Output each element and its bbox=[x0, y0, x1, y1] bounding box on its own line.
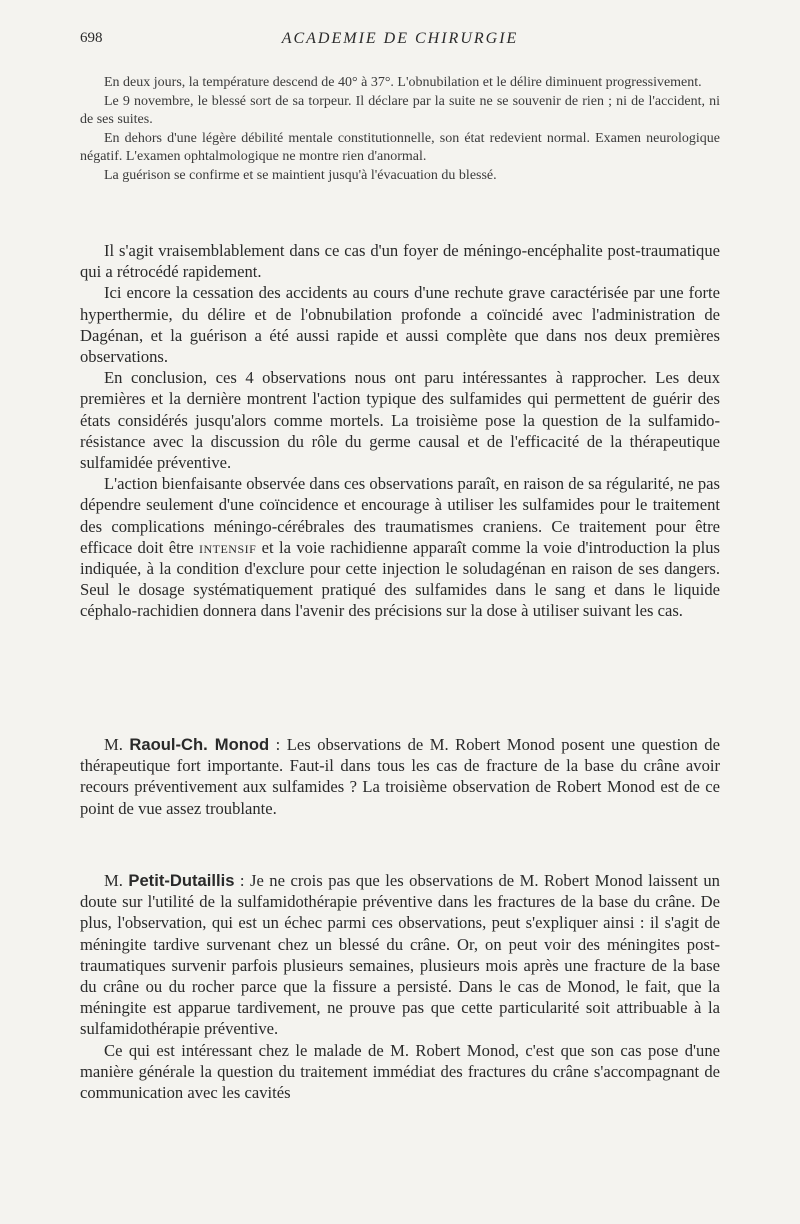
case-note: Le 9 novembre, le blessé sort de sa torpeur. Il déclare par la suite ne se souvenir de rien ; ni de l'accident, ni de ses suites. bbox=[80, 93, 720, 128]
speaker-name: Petit-Dutaillis bbox=[128, 871, 235, 890]
remark-paragraph: M. Raoul-Ch. Monod : Les observations de M. Robert Monod posent une question de thérapeutique fort importante. Faut-il dans tous les cas de fracture de la base du crâne avoir recours préventivement aux sulfamides ? La troisième observation de Robert Monod est de ce point de vue assez troublante. bbox=[80, 735, 720, 818]
remark-raoul-monod bbox=[80, 734, 720, 819]
action-paragraph: L'action bienfaisante observée dans ces observations paraît, en raison de sa régularité, ne pas dépendre seulement d'une coïncidence et encourage à utiliser les sulfamides pour le traitement des complications méningo-cérébrales des traumatismes craniens. Ce traitement pour être efficace doit être intensif et la voie rachidienne apparaît comme la voie d'introduction la plus indiquée, à la condition d'exclure pour cette injection le soludagénan en raison de ses dangers. Seul le dosage systématiquement pratiqué des sulfamides dans le sang et dans le liquide céphalo-rachidien donnera dans l'avenir des précisions sur la dose à utiliser suivant les cas. bbox=[80, 474, 720, 621]
discussion-section bbox=[80, 240, 720, 622]
case-note: En deux jours, la température descend de 40° à 37°. L'obnubilation et le délire diminuent progressivement. bbox=[104, 75, 702, 90]
emphasis-intensif: intensif bbox=[198, 537, 257, 557]
discussion-paragraph: Il s'agit vraisemblablement dans ce cas d'un foyer de méningo-encéphalite post-traumatique qui a rétrocédé rapidement. bbox=[80, 241, 720, 282]
conclusion-paragraph: En conclusion, ces 4 observations nous ont paru intéressantes à rapprocher. Les deux premières et la dernière montrent l'action typique des sulfamides qui permettent de guérir des états considérés jusqu'alors comme mortels. La troisième pose la question de la sulfamido-résistance avec la discussion du rôle du germe causal et de l'efficacité de la thérapeutique sulfamidée préventive. bbox=[80, 368, 720, 473]
speaker-name: Raoul-Ch. Monod bbox=[129, 735, 270, 754]
remark-petit-dutaillis bbox=[80, 870, 720, 1103]
case-notes bbox=[80, 74, 720, 186]
page-header bbox=[80, 30, 720, 54]
running-title: ACADEMIE DE CHIRURGIE bbox=[281, 30, 519, 47]
discussion-paragraph: Ici encore la cessation des accidents au cours d'une rechute grave caractérisée par une forte hyperthermie, du délire et de l'obnubilation profonde a coïncidé avec l'administration de Dagénan, et la guérison a été aussi rapide et aussi complète que dans nos deux premières observations. bbox=[80, 283, 720, 367]
remark-continuation: Ce qui est intéressant chez le malade de M. Robert Monod, c'est que son cas pose d'une manière générale la question du traitement immédiat des fractures du crâne s'accompagnant de communication avec les cavités bbox=[80, 1040, 720, 1103]
remark-paragraph: M. Petit-Dutaillis : Je ne crois pas que les observations de M. Robert Monod laissent un doute sur l'utilité de la sulfamidothérapie préventive dans les fractures de la base du crâne. De plus, l'observation, qui est un échec parmi ces observations, peut s'expliquer ainsi : il s'agit de méningite tardive survenant chez un blessé du crâne. Or, on peut voir des méningites post-traumatiques survenir parfois plusieurs semaines, plusieurs mois après une fracture de la base du crâne ou du rocher parce que la fissure a persisté. Dans le cas de Monod, le fait, que la méningite est apparue tardivement, ne prouve pas que cette particularité soit attribuable à la sulfamidothérapie préventive. bbox=[80, 871, 720, 1039]
case-note: La guérison se confirme et se maintient jusqu'à l'évacuation du blessé. bbox=[104, 167, 497, 183]
page-number: 698 bbox=[80, 30, 103, 46]
case-note: En dehors d'une légère débilité mentale constitutionnelle, son état redevient normal. Examen neurologique négatif. L'examen ophtalmologique ne montre rien d'anormal. bbox=[80, 130, 720, 165]
